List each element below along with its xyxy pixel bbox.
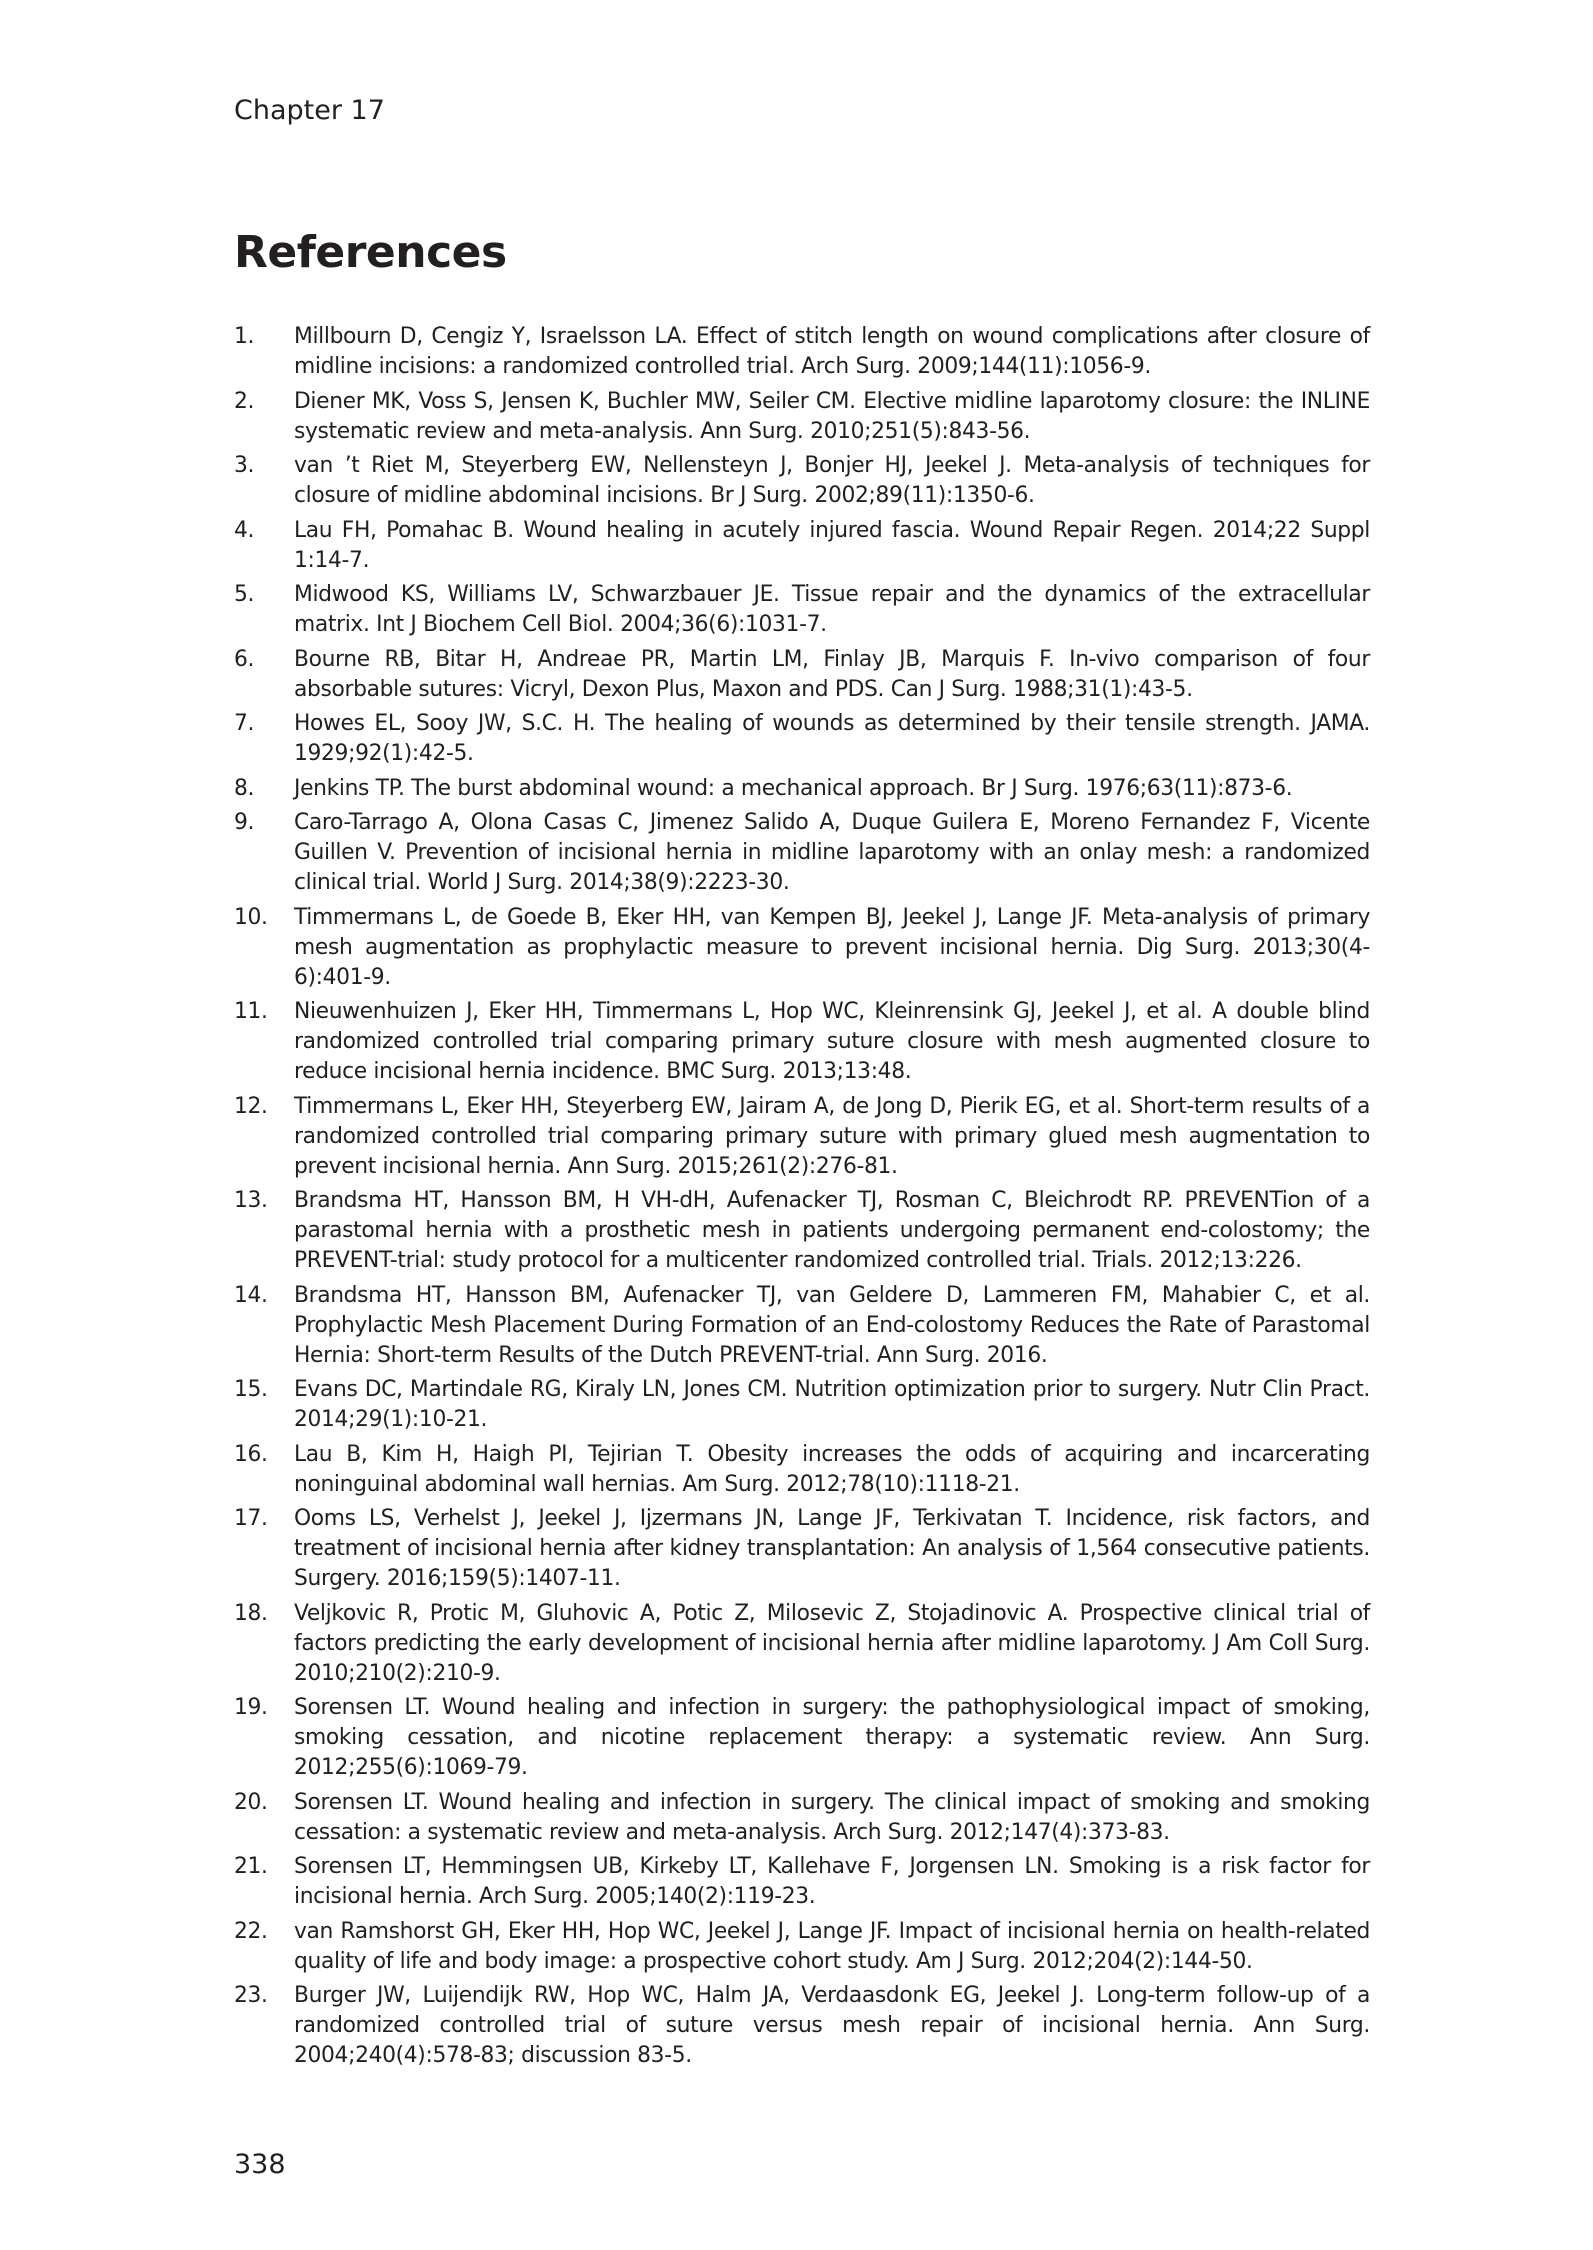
reference-item	[234, 808, 1370, 898]
reference-text: Diener MK, Voss S, Jensen K, Buchler MW, Seiler CM. Elective midline laparotomy closure: the INLINE systematic review and meta-analysis. Ann Surg. 2010;251(5):843-56.	[294, 388, 1370, 444]
reference-text: Nieuwenhuizen J, Eker HH, Timmermans L, Hop WC, Kleinrensink GJ, Jeekel J, et al. A double blind randomized controlled trial comparing primary suture closure with mesh augmented closure to reduce incisional hernia incidence. BMC Surg. 2013;13:48.	[294, 999, 1370, 1084]
reference-item	[234, 1186, 1370, 1276]
reference-item	[234, 774, 1370, 804]
reference-text: Sorensen LT. Wound healing and infection in surgery. The clinical impact of smoking and smoking cessation: a systematic review and meta-analysis. Arch Surg. 2012;147(4):373-83.	[294, 1789, 1370, 1845]
reference-item	[234, 1281, 1370, 1371]
reference-item	[234, 1440, 1370, 1500]
reference-item	[234, 1917, 1370, 1977]
reference-item	[234, 997, 1370, 1087]
reference-number: 15.	[234, 1377, 268, 1402]
reference-number: 18.	[234, 1600, 268, 1626]
reference-text: Midwood KS, Williams LV, Schwarzbauer JE. Tissue repair and the dynamics of the extracellular matrix. Int J Biochem Cell Biol. 2004;36(6):1031-7.	[294, 582, 1370, 637]
reference-text: van Ramshorst GH, Eker HH, Hop WC, Jeekel J, Lange JF. Impact of incisional hernia on health-related quality of life and body image: a prospective cohort study. Am J Surg. 2012;204(2):144-50.	[294, 1918, 1370, 1974]
reference-text: Brandsma HT, Hansson BM, Aufenacker TJ, van Geldere D, Lammeren FM, Mahabier C, et al. Prophylactic Mesh Placement During Formation of an End-colostomy Reduces the Rate of Parastomal Hernia: Short-term Results of the Dutch PREVENT-trial. Ann Surg. 2016.	[294, 1282, 1370, 1368]
chapter-header: Chapter 17	[234, 95, 385, 126]
reference-number: 16.	[234, 1441, 268, 1467]
reference-text: Sorensen LT. Wound healing and infection in surgery: the pathophysiological impact of smoking, smoking cessation, and nicotine replacement therapy: a systematic review. Ann Surg. 2012;255(6):1069-79.	[294, 1695, 1370, 1780]
reference-text: Sorensen LT, Hemmingsen UB, Kirkeby LT, Kallehave F, Jorgensen LN. Smoking is a risk factor for incisional hernia. Arch Surg. 2005;140(2):119-23.	[294, 1854, 1370, 1909]
reference-text: Lau FH, Pomahac B. Wound healing in acutely injured fascia. Wound Repair Regen. 2014;22 Suppl 1:14-7.	[294, 517, 1370, 573]
section-title: References	[234, 227, 507, 278]
reference-item	[234, 903, 1370, 993]
reference-number: 21.	[234, 1854, 268, 1879]
reference-item	[234, 709, 1370, 769]
reference-item	[234, 1981, 1370, 2071]
reference-text: Bourne RB, Bitar H, Andreae PR, Martin LM, Finlay JB, Marquis F. In-vivo comparison of four absorbable sutures: Vicryl, Dexon Plus, Maxon and PDS. Can J Surg. 1988;31(1):43-5.	[294, 646, 1370, 702]
reference-item	[234, 451, 1370, 511]
reference-text: Veljkovic R, Protic M, Gluhovic A, Potic Z, Milosevic Z, Stojadinovic A. Prospective clinical trial of factors predicting the early development of incisional hernia after midline laparotomy. J Am Coll Surg. 2010;210(2):210-9.	[294, 1600, 1370, 1686]
reference-number: 17.	[234, 1506, 268, 1531]
reference-text: Evans DC, Martindale RG, Kiraly LN, Jones CM. Nutrition optimization prior to surgery. Nutr Clin Pract. 2014;29(1):10-21.	[294, 1377, 1370, 1432]
reference-number: 23.	[234, 1983, 268, 2008]
reference-text: Howes EL, Sooy JW, S.C. H. The healing of wounds as determined by their tensile strength. JAMA. 1929;92(1):42-5.	[294, 711, 1370, 766]
reference-item	[234, 645, 1370, 705]
reference-item	[234, 1504, 1370, 1594]
reference-number: 10.	[234, 904, 268, 930]
reference-text: Caro-Tarrago A, Olona Casas C, Jimenez Salido A, Duque Guilera E, Moreno Fernandez F, Vicente Guillen V. Prevention of incisional hernia in midline laparotomy with an onlay mesh: a randomized clinical trial. World J Surg. 2014;38(9):2223-30.	[294, 810, 1370, 895]
reference-number: 4.	[234, 517, 255, 543]
reference-text: Jenkins TP. The burst abdominal wound: a mechanical approach. Br J Surg. 1976;63(11):873-6.	[294, 775, 1293, 801]
reference-number: 9.	[234, 810, 255, 835]
reference-text: Ooms LS, Verhelst J, Jeekel J, Ijzermans JN, Lange JF, Terkivatan T. Incidence, risk factors, and treatment of incisional hernia after kidney transplantation: An analysis of 1,564 consecutive patients. Surgery. 2016;159(5):1407-11.	[294, 1506, 1370, 1591]
reference-text: van ’t Riet M, Steyerberg EW, Nellensteyn J, Bonjer HJ, Jeekel J. Meta-analysis of techniques for closure of midline abdominal incisions. Br J Surg. 2002;89(11):1350-6.	[294, 453, 1370, 508]
reference-number: 2.	[234, 388, 255, 414]
reference-text: Burger JW, Luijendijk RW, Hop WC, Halm JA, Verdaasdonk EG, Jeekel J. Long-term follow-up of a randomized controlled trial of suture versus mesh repair of incisional hernia. Ann Surg. 2004;240(4):578-83; discussion 83-5.	[294, 1983, 1370, 2068]
reference-number: 11.	[234, 999, 268, 1024]
reference-list	[234, 322, 1370, 2076]
reference-number: 12.	[234, 1093, 268, 1119]
reference-item	[234, 516, 1370, 576]
reference-item	[234, 1375, 1370, 1435]
reference-number: 22.	[234, 1918, 268, 1944]
reference-text: Millbourn D, Cengiz Y, Israelsson LA. Effect of stitch length on wound complications after closure of midline incisions: a randomized controlled trial. Arch Surg. 2009;144(11):1056-9.	[294, 324, 1370, 379]
reference-item	[234, 580, 1370, 640]
reference-item	[234, 1693, 1370, 1783]
reference-number: 19.	[234, 1695, 268, 1720]
page-number: 338	[234, 2149, 286, 2180]
reference-text: Brandsma HT, Hansson BM, H VH-dH, Aufenacker TJ, Rosman C, Bleichrodt RP. PREVENTion of a parastomal hernia with a prosthetic mesh in patients undergoing permanent end-colostomy; the PREVENT-trial: study protocol for a multicenter randomized controlled trial. Trials. 2012;13:226.	[294, 1188, 1370, 1273]
reference-number: 6.	[234, 646, 255, 672]
reference-number: 20.	[234, 1789, 268, 1815]
reference-item	[234, 322, 1370, 382]
reference-number: 14.	[234, 1282, 268, 1308]
reference-item	[234, 1599, 1370, 1689]
reference-number: 3.	[234, 453, 255, 478]
reference-number: 13.	[234, 1188, 268, 1213]
reference-text: Lau B, Kim H, Haigh PI, Tejirian T. Obesity increases the odds of acquiring and incarcerating noninguinal abdominal wall hernias. Am Surg. 2012;78(10):1118-21.	[294, 1441, 1370, 1497]
reference-number: 7.	[234, 711, 255, 736]
reference-text: Timmermans L, de Goede B, Eker HH, van Kempen BJ, Jeekel J, Lange JF. Meta-analysis of primary mesh augmentation as prophylactic measure to prevent incisional hernia. Dig Surg. 2013;30(4-6):401-9.	[294, 904, 1370, 990]
reference-item	[234, 387, 1370, 447]
reference-item	[234, 1852, 1370, 1912]
reference-text: Timmermans L, Eker HH, Steyerberg EW, Jairam A, de Jong D, Pierik EG, et al. Short-term results of a randomized controlled trial comparing primary suture with primary glued mesh augmentation to prevent incisional hernia. Ann Surg. 2015;261(2):276-81.	[294, 1093, 1370, 1179]
reference-item	[234, 1788, 1370, 1848]
reference-number: 8.	[234, 775, 255, 801]
reference-item	[234, 1092, 1370, 1182]
reference-number: 1.	[234, 324, 255, 349]
reference-number: 5.	[234, 582, 255, 607]
